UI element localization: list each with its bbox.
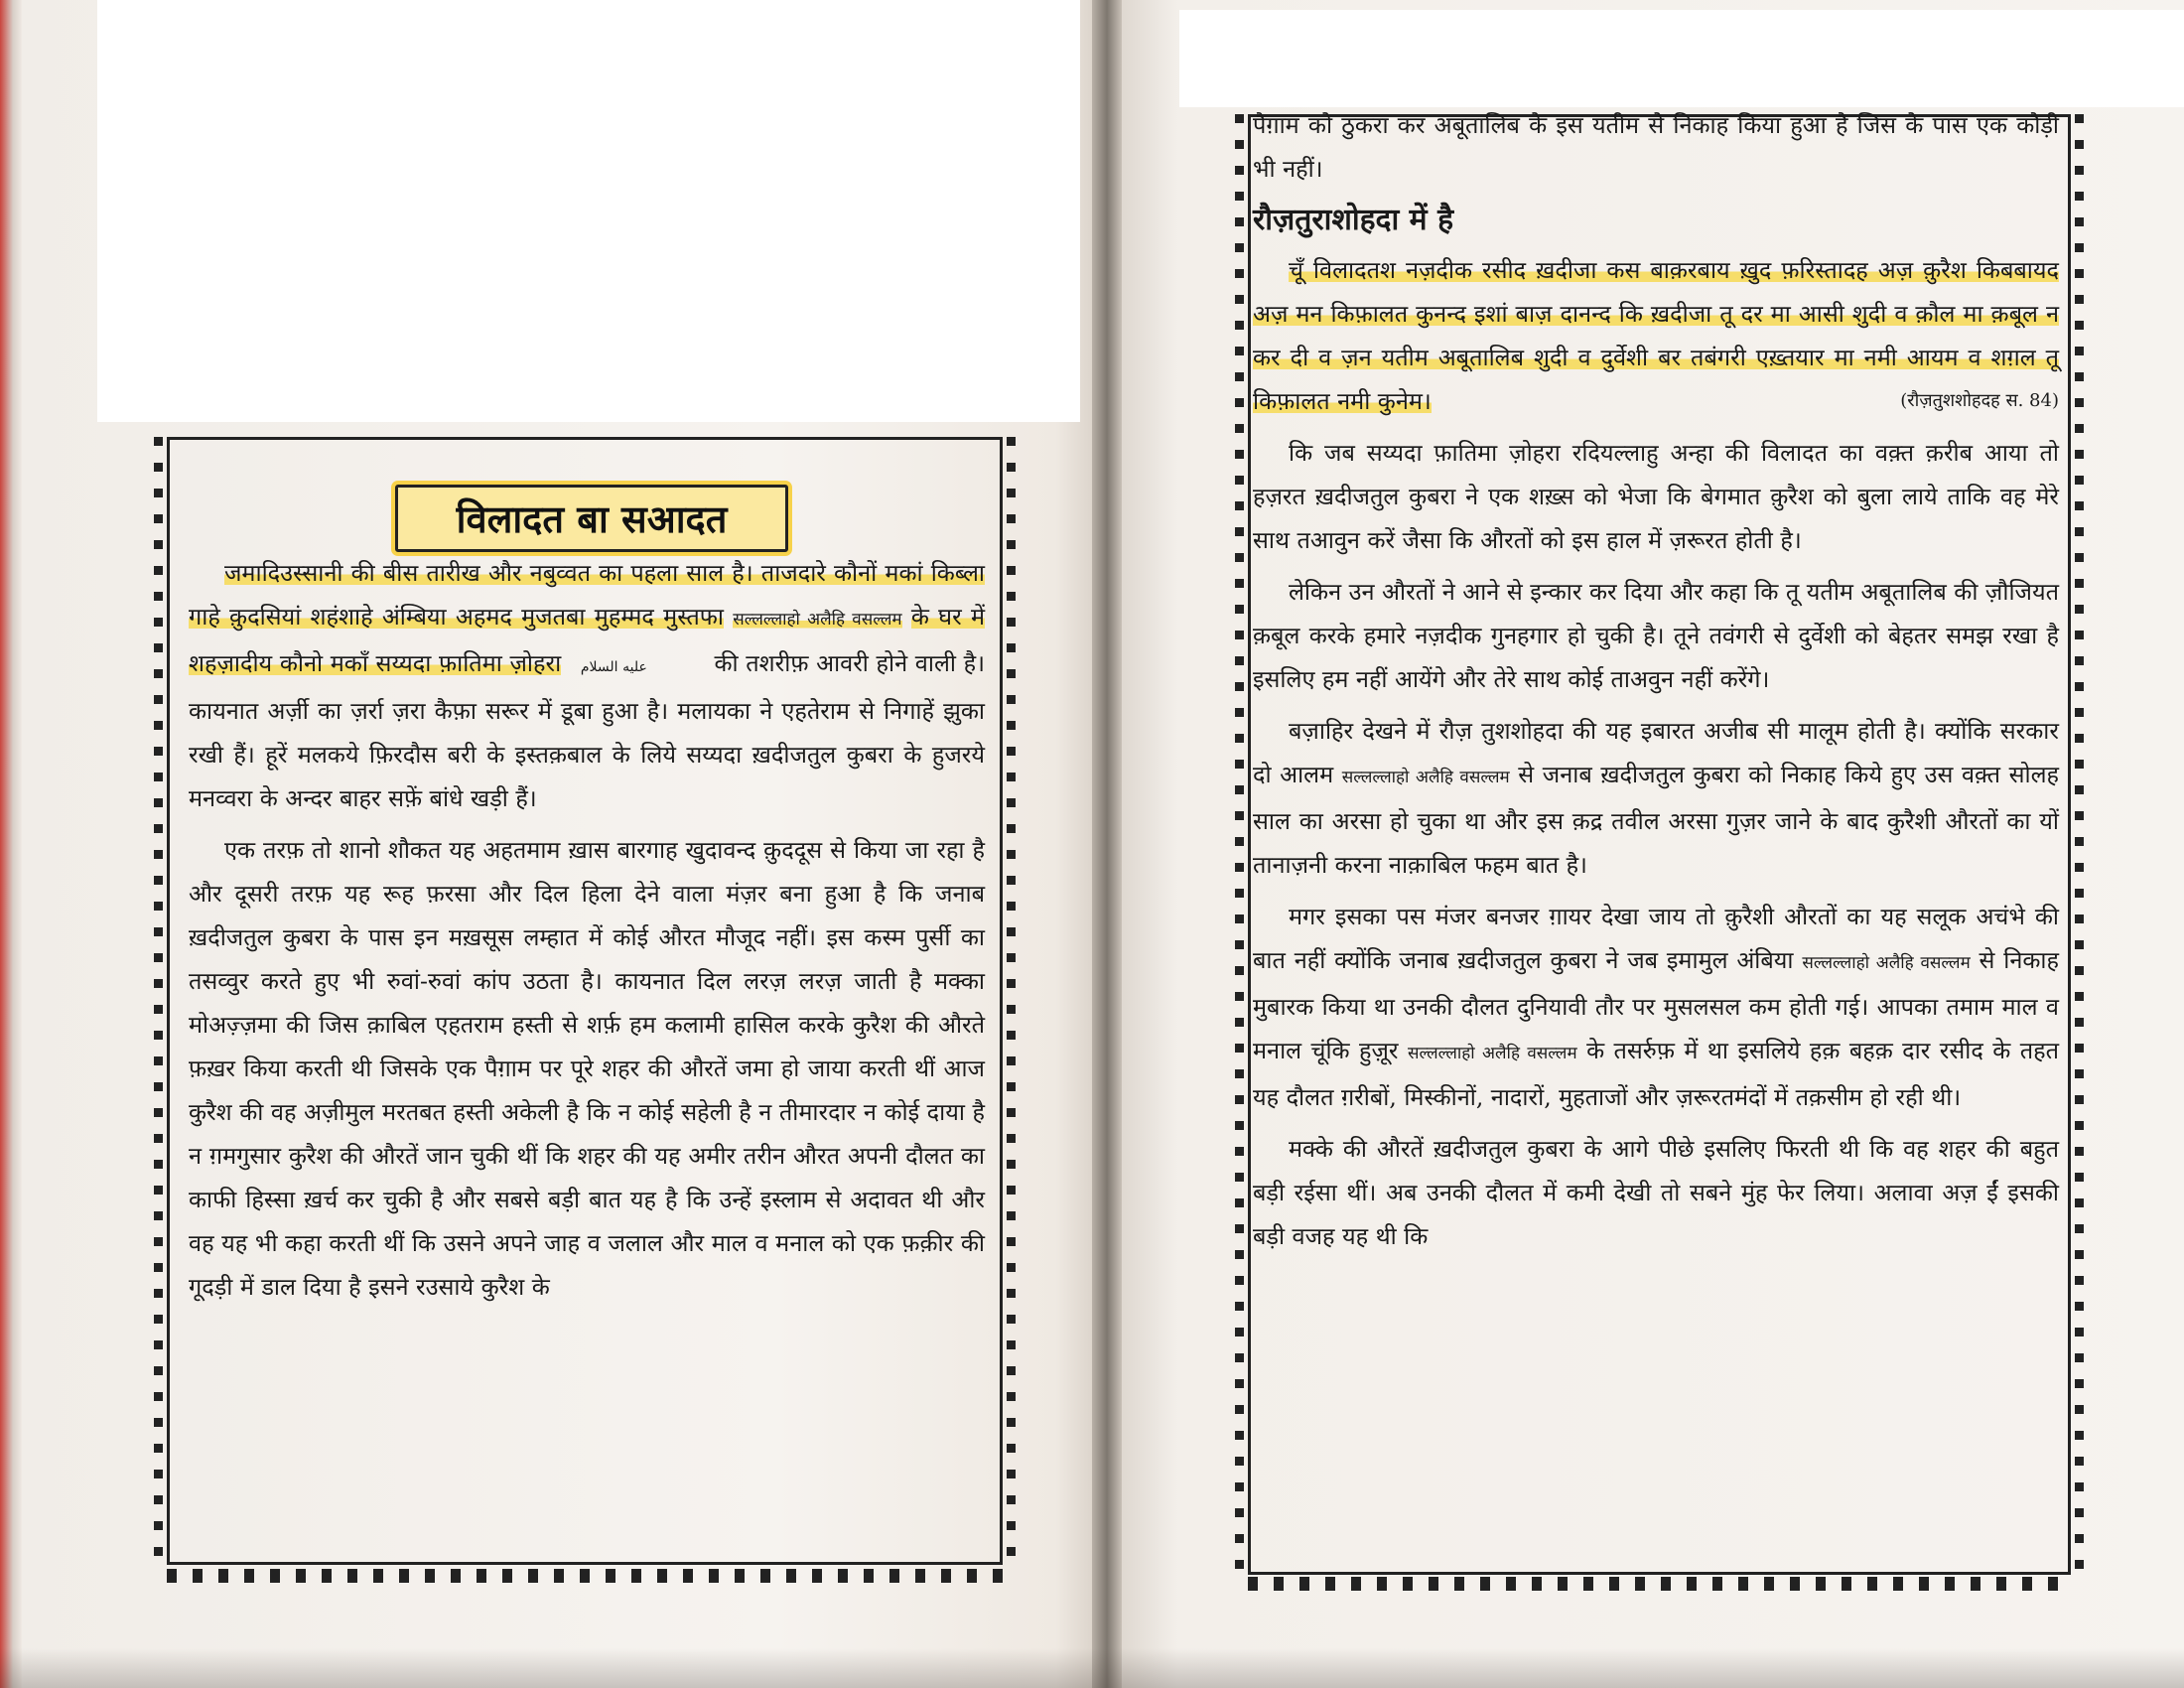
right-paragraph-4 (1253, 709, 2059, 887)
right-page-blank-area (1179, 10, 2184, 107)
right-p5-part-a: मगर इसका पस मंजर बनजर ग़ायर देखा जाय तो क़ुरैशी औरतों का यह सलूक अचंभे की बात नहीं क्योंकि जनाब ख़दीजतुल कुबरा ने जब इमामुल अंबिया (1253, 903, 2059, 974)
salawat-text: सल्लल्लाहो अलैहि वसल्लम (733, 610, 902, 630)
page-bottom-shadow (0, 1648, 2184, 1688)
right-p5-part-c: के तसर्रुफ़ में था इसलिये हक़ बहक़ दार रसीद के तहत यह दौलत ग़रीबों, मिस्कीनों, नादारों, मुहताजों और ज़रूरतमंदों में तक़सीम हो रही थी। (1253, 1037, 2059, 1111)
book-cover-edge (0, 0, 22, 1688)
right-paragraph-2: कि जब सय्यदा फ़ातिमा ज़ोहरा रदियल्लाहु अन्हा की विलादत का वक़्त क़रीब आया तो हज़रत ख़दीजतुल कुबरा ने एक शख़्स को भेजा कि बेगमात क़ुरैश को बुला लाये ताकि वह मेरे साथ तआवुन करें जैसा कि औरतों को इस हाल में ज़रूरत होती है। (1253, 439, 2059, 554)
book-gutter (1092, 0, 1122, 1688)
chapter-title: विलादत बा सआदत (456, 497, 728, 541)
section-heading: रौज़तुराशोहदा में है (1253, 203, 1453, 237)
left-p1-part-c: की तशरीफ़ आवरी होने वाली है। कायनात अर्ज़ी का ज़र्रा ज़रा कैफ़ा सरूर में डूबा हुआ है। मलायका ने एहतेराम से निगाहें झुका रखी हैं। हूरें मलकये फ़िरदौस बरी के इस्तक़बाल के लिये सय्यदा ख़दीजतुल कुबरा के हुजरये मनव्वरा के अन्दर बाहर सफ़ें बांधे खड़ी हैं। (189, 649, 985, 812)
chapter-title-box (395, 485, 788, 552)
right-p4-part-b: से जनाब ख़दीजतुल कुबरा को निकाह किये हुए उस वक़्त सोलह साल का अरसा हो चुका था और इस क़द्र तवील अरसा गुज़र जाने के बाद कुरैशी औरतों का यों तानाज़नी करना नाक़ाबिल फहम बात है। (1253, 761, 2059, 879)
right-paragraph-0: पैग़ाम को ठुकरा कर अबूतालिब के इस यतीम से निकाह किया हुआ है जिस के पास एक कौड़ी भी नहीं। (1253, 111, 2059, 183)
right-paragraph-1 (1253, 248, 2059, 423)
right-p5-part-b: से निकाह मुबारक किया था उनकी दौलत दुनियावी तौर पर मुसलसल कम होती गई। आपका तमाम माल व मनाल चूंकि हुज़ूर (1253, 946, 2059, 1064)
persian-quote: चूँ विलादतश नज़दीक रसीद ख़दीजा कस बाक़रबाय ख़ुद फ़रिस्तादह अज़ क़ुरैश किबबायद अज़ मन किफ़ालत कुनन्द इशां बाज़ दानन्द कि ख़दीजा तू दर मा आसी शुदी व क़ौल मा क़बूल न कर दी व ज़न यतीम अबूतालिब शुदी व दुर्वेशी बर तबंगरी एख़्तयार मा नमी आयम व शग़ल तू किफ़ालत नमी कुनेम। (1253, 256, 2059, 415)
left-p1-part-b: के घर में शहज़ादीय कौनो मकाँ सय्यदा फ़ातिमा ज़ोहरा (189, 603, 985, 677)
left-paragraph-2: एक तरफ़ तो शानो शौकत यह अहतमाम ख़ास बारगाह खुदावन्द क़ुददूस से किया जा रहा है और दूसरी तरफ़ यह रूह फ़रसा और दिल हिला देने वाला मंज़र बना हुआ है कि जनाब ख़दीजतुल कुबरा के पास इन मख़सूस लम्हात में कोई औरत मौजूद नहीं। इस कस्म पुर्सी का तसव्वुर करते हुए भी रुवां-रुवां कांप उठता है। कायनात दिल लरज़ लरज़ जाती है मक्का मोअज़्ज़मा की जिस क़ाबिल एहतराम हस्ती से शर्फ़ हम कलामी हासिल करके कुरैश की औरते फ़ख़र किया करती थी जिसके एक पैग़ाम पर पूरे शहर की औरतें जमा हो जाया करती थीं आज कुरैश की वह अज़ीमुल मरतबत हस्ती अकेली है कि न कोई सहेली है न तीमारदार न कोई दाया है न ग़मगुसार कुरैश की औरतें जान चुकी थीं कि शहर की यह अमीर तरीन औरत अपनी दौलत का काफी हिस्सा ख़र्च कर चुकी है और सबसे बड़ी बात यह है कि उन्हें इस्लाम से अदावत थी और वह यह भी कहा करती थीं कि उसने अपने जाह व जलाल और माल व मनाल को एक फ़क़ीर की गूदड़ी में डाल दिया है इसने रउसाये कुरैश के (189, 836, 985, 1301)
left-border-bottom-pattern (167, 1569, 1003, 1583)
right-paragraph-3: लेकिन उन औरतों ने आने से इन्कार कर दिया और कहा कि तू यतीम अबूतालिब की ज़ौजियत क़बूल करके हमारे नज़दीक गुनहगार हो चुकी है। तूने तवंगरी से दुर्वेशी को बेहतर समझ रखा है इसलिए हम नहीं आयेंगे और तेरे साथ कोई ताअवुन नहीं करेंगे। (1253, 578, 2059, 693)
right-p4-part-a: बज़ाहिर देखने में रौज़ तुशशोहदा की यह इबारत अजीब सी मालूम होती है। क्योंकि सरकार दो आलम (1253, 717, 2059, 788)
right-paragraph-6: मक्के की औरतें ख़दीजतुल कुबरा के आगे पीछे इसलिए फिरती थी कि वह शहर की बहुत बड़ी रईसा थीं। अब उनकी दौलत में कमी देखी तो सबने मुंह फेर लिया। अलावा अज़ ईं इसकी बड़ी वजह यह थी कि (1253, 1135, 2059, 1250)
left-page-blank-area (97, 0, 1080, 422)
salawat-text: सल्लल्लाहो अलैहि वसल्लम (1802, 953, 1971, 973)
right-border-bottom-pattern (1248, 1577, 2071, 1591)
right-page-text (1253, 103, 2059, 1266)
left-page-text (189, 551, 985, 1317)
left-paragraph-1 (189, 551, 985, 820)
right-paragraph-5 (1253, 895, 2059, 1119)
arabic-honorific: عليه السلام (580, 659, 647, 675)
quote-citation: (रौज़तुशशोहदह स. 84) (1900, 390, 2059, 411)
left-p1-part-a: जमादिउस्सानी की बीस तारीख और नबुव्वत का पहला साल है। ताजदारे कौनों मकां किब्ला गाहे क़ुदसियां शहंशाहे अंम्बिया अहमद मुजतबा मुहम्मद मुस्तफा (189, 559, 985, 631)
salawat-text: सल्लल्लाहो अलैहि वसल्लम (1407, 1044, 1577, 1063)
salawat-text: सल्लल्लाहो अलैहि वसल्लम (1341, 768, 1510, 787)
